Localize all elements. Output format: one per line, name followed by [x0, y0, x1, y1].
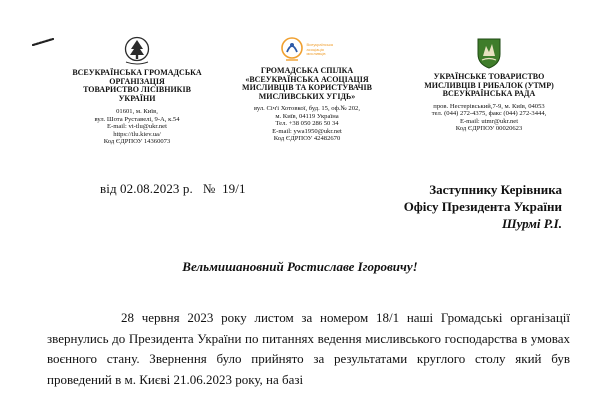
- org-left-name-line: ВСЕУКРАЇНСЬКА ГРОМАДСЬКА: [72, 68, 202, 77]
- org-middle-name-line: МИСЛИВСЬКИХ УГІДЬ»: [258, 91, 356, 101]
- pen-mark-icon: [32, 38, 54, 46]
- addressee-block: [404, 181, 562, 232]
- org-left-header: [68, 36, 206, 146]
- org-middle-contact-line: вул. Січ'і Хотовкої, буд. 15, оф.№ 202,: [254, 105, 360, 112]
- org-left-name-line: ОРГАНІЗАЦІЯ: [109, 76, 165, 86]
- letter-reference-line: від 02.08.2023 р. № 19/1: [100, 181, 246, 196]
- org-middle-contact-line: E-mail: ywa1950@ukr.net: [272, 127, 342, 135]
- org-right-contact-line: Код ЄДРПОУ 00020623: [455, 125, 523, 133]
- addressee-position: Заступнику Керівника: [429, 182, 562, 197]
- org-middle-header: [232, 36, 382, 143]
- org-middle-logo-caption: Всеукраїнська асоціація мисливців: [306, 42, 334, 57]
- body-paragraph: 28 червня 2023 року листом за номером 18/1 наші Громадські організації звернулись до Президента України по питаннях ведення мисливського господарства в умовах воєнного стану. Звернення було прийнято за результатами круглого столу який був проведений в м. Києві 21.06.2023 року, на базі: [47, 310, 570, 387]
- org-middle-logo-group: [232, 36, 382, 64]
- org-right-name-line: УКРАЇНСЬКЕ ТОВАРИСТВО: [433, 72, 545, 81]
- hunters-association-logo-icon: [280, 36, 304, 64]
- org-middle-name-line: «ВСЕУКРАЇНСЬКА АСОЦІАЦІЯ: [245, 74, 369, 84]
- org-middle-contact-line: Тел. +38 050 286 50 34: [275, 120, 339, 128]
- hunters-fishers-society-logo-icon: [475, 36, 503, 70]
- org-left-contact-line: 01601, м. Київ,: [116, 108, 158, 115]
- org-middle-name-line: МИСЛИВЦІВ ТА КОРИСТУВАЧІВ: [242, 83, 372, 92]
- org-right-name-line: ВСЕУКРАЇНСЬКА РАДА: [442, 89, 536, 98]
- org-left-contact-line: https://tlu.kiev.ua/: [113, 130, 161, 138]
- org-left-name-line: УКРАЇНИ: [118, 93, 156, 103]
- org-middle-name-line: ГРОМАДСЬКА СПІЛКА: [260, 66, 354, 75]
- org-right-header: [414, 36, 564, 133]
- org-left-name-line: ТОВАРИСТВО ЛІСІВНИКІВ: [83, 85, 191, 94]
- forest-society-logo-icon: [123, 36, 151, 66]
- org-right-contact-line: пров. Нестерівський,7-9, м. Київ, 04053: [433, 102, 545, 110]
- org-left-contact-line: Код ЄДРПОУ 14360073: [103, 138, 171, 146]
- org-right-contact-line: тел. (044) 272-4375, факс (044) 272-3444,: [431, 110, 547, 118]
- addressee-name: Шурмі Р.І.: [501, 216, 562, 231]
- org-left-contact-line: E-mail: vt-tlu@ukr.net: [107, 123, 167, 131]
- org-middle-contact-line: Код ЄДРПОУ 42482670: [273, 135, 341, 143]
- salutation: Вельмишановний Ростиславе Ігоровичу!: [182, 259, 418, 274]
- org-middle-contact-line: м. Київ, 04119 Україна: [275, 112, 339, 120]
- addressee-office: Офісу Президента України: [403, 199, 562, 214]
- org-right-contact-line: E-mail: utmr@ukr.net: [459, 117, 519, 125]
- org-right-name-line: МИСЛИВЦІВ І РИБАЛОК (УТМР): [424, 80, 554, 90]
- letter-body: [47, 308, 570, 390]
- org-left-contact-line: вул. Шота Руставелі, 9-А, к.54: [94, 115, 180, 123]
